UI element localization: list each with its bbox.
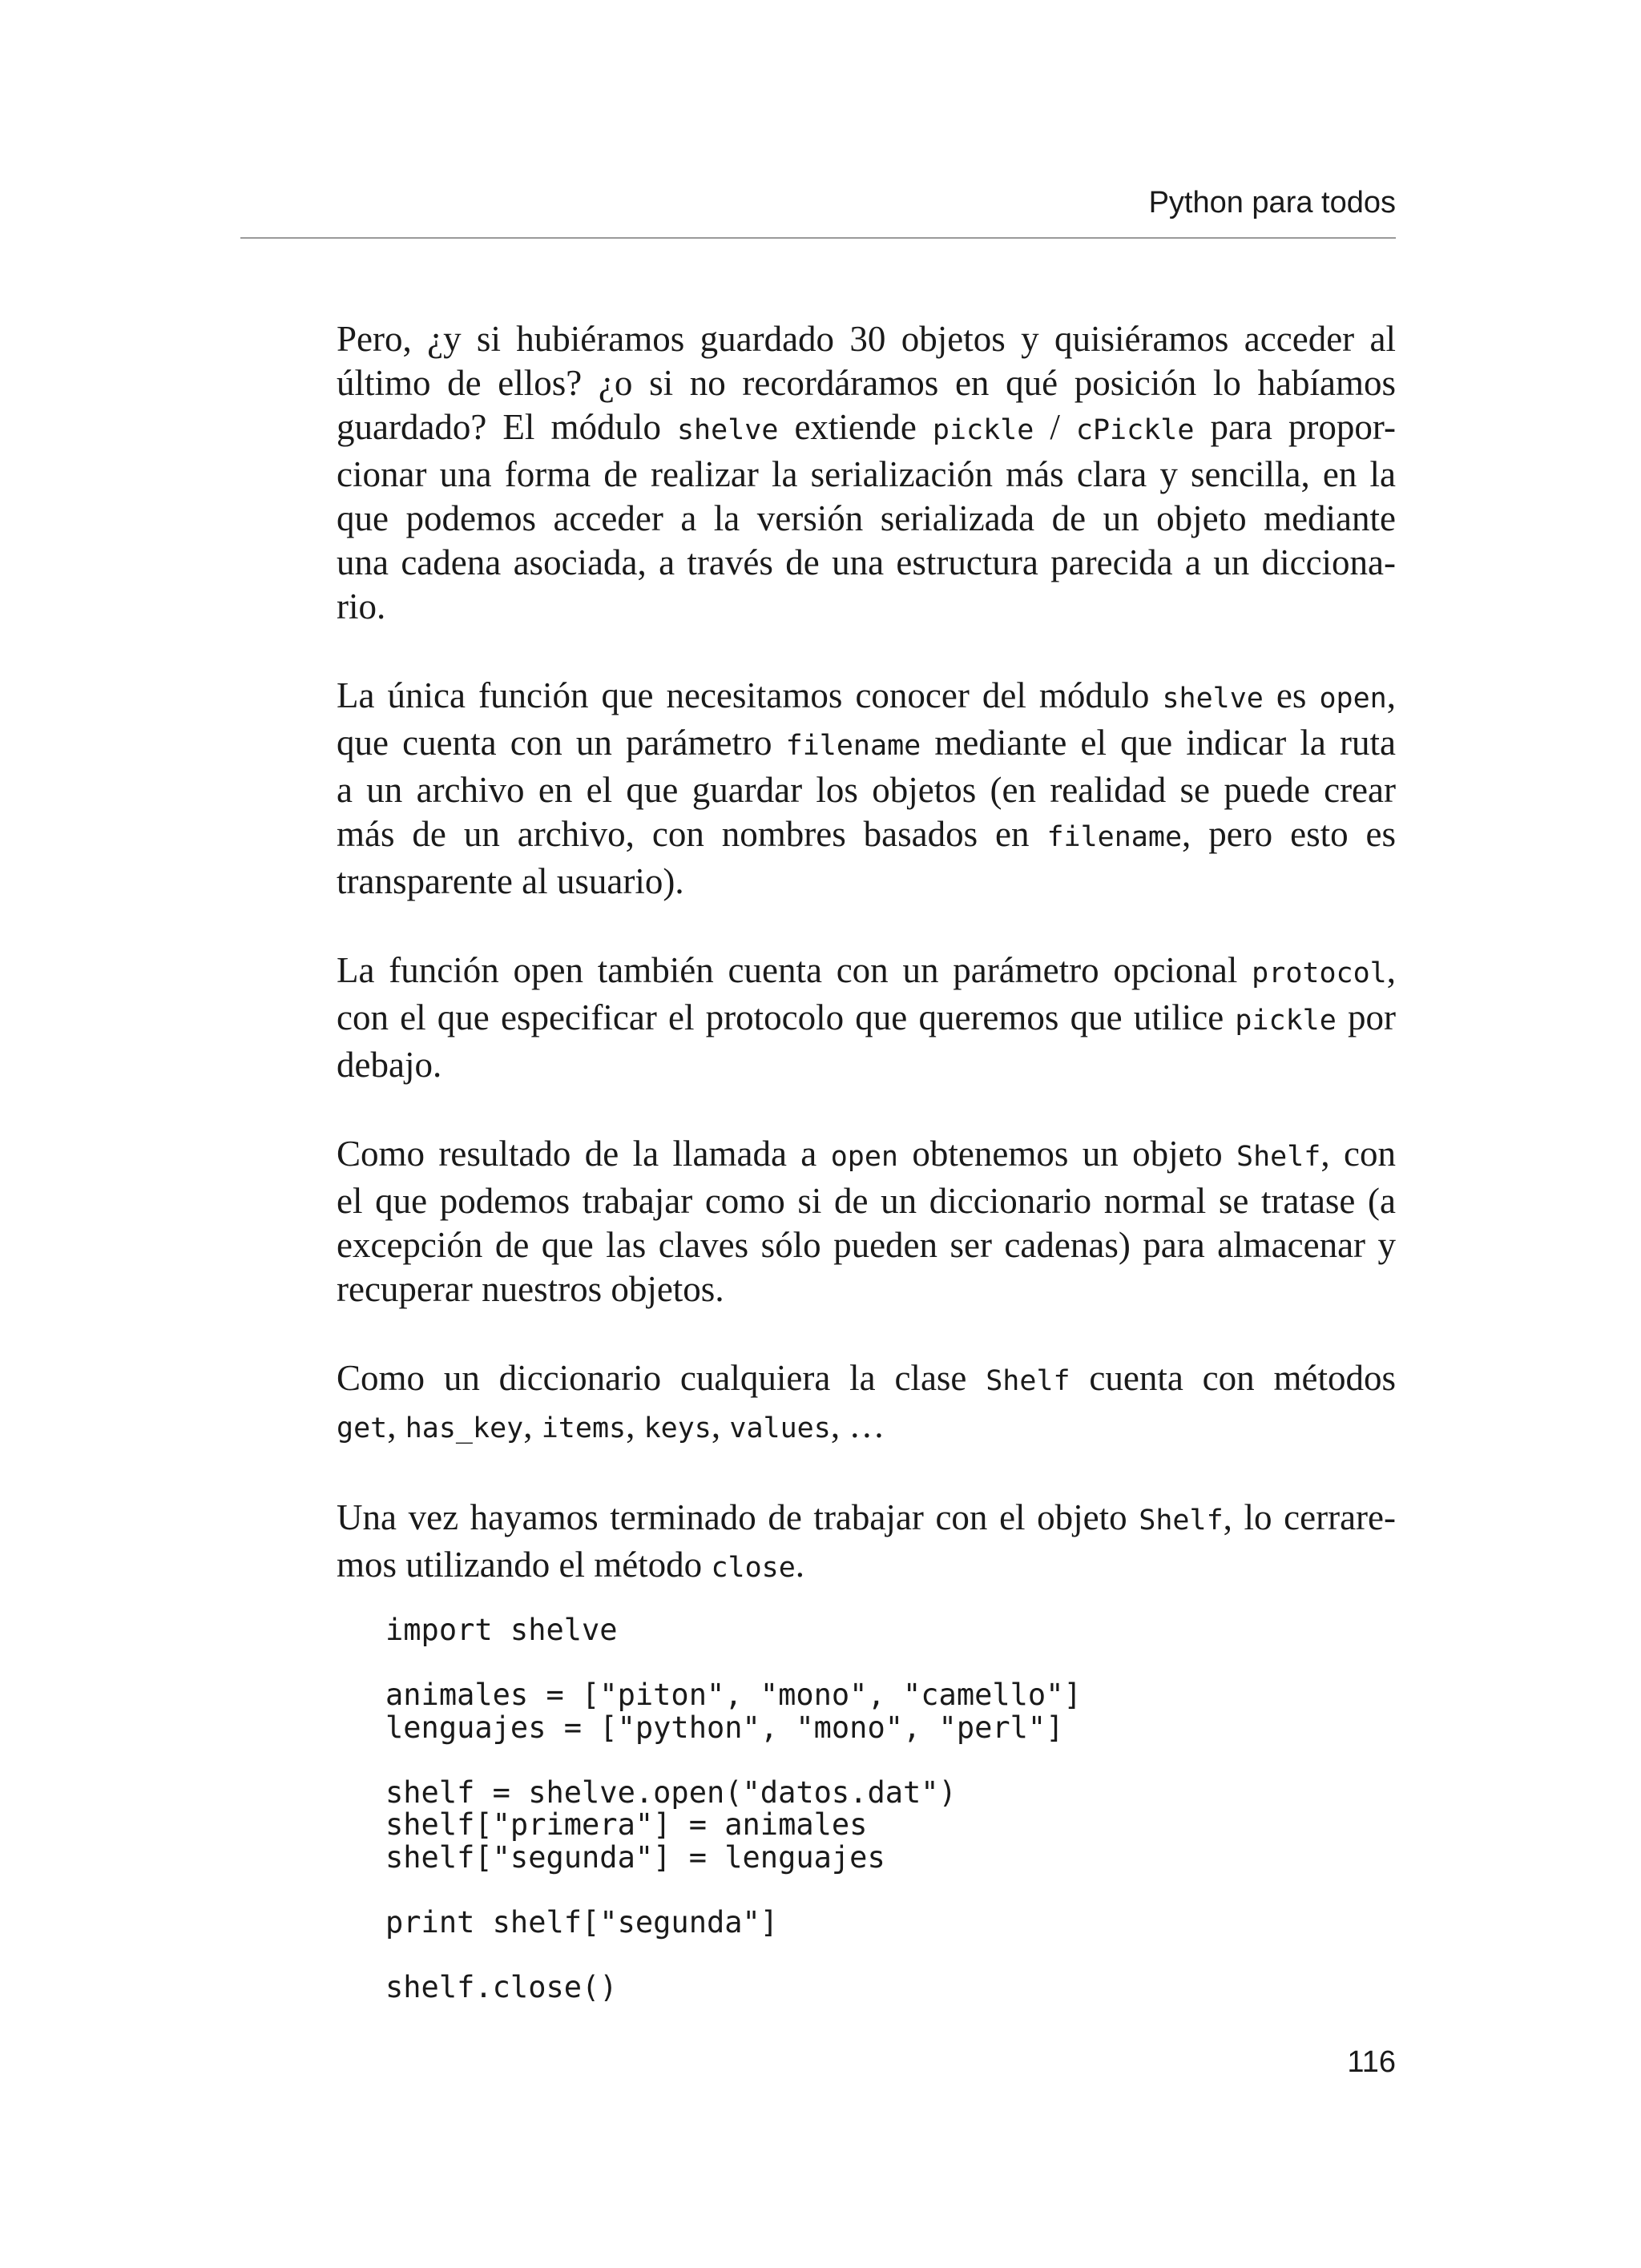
paragraph-line (337, 768, 1396, 812)
inline-code: items (541, 1412, 627, 1444)
inline-code: pickle (932, 414, 1034, 446)
text-run: por (1336, 997, 1396, 1037)
code-line: lenguajes = ["python", "mono", "perl"] (385, 1710, 1064, 1745)
text-run: La única función que necesitamos conocer del módulo (337, 675, 1163, 715)
code-line: import shelve (385, 1613, 618, 1647)
text-run: , (711, 1405, 730, 1445)
text-run: cionar una forma de realizar la serialización más clara y sencilla, en la (337, 454, 1396, 494)
paragraph-line (337, 1043, 1396, 1087)
paragraph-2 (337, 674, 1396, 904)
text-run: , con (1320, 1134, 1396, 1174)
paragraph-line (337, 361, 1396, 405)
paragraph-line (337, 674, 1396, 721)
code-line (385, 1647, 1082, 1680)
text-run: , … (830, 1405, 885, 1445)
text-run: , (523, 1405, 542, 1445)
text-run: Como un diccionario cualquiera la clase (337, 1358, 986, 1398)
paragraph-line (337, 860, 1396, 904)
code-line (385, 1744, 1082, 1777)
paragraph-line (337, 585, 1396, 629)
text-run: excepción de que las claves sólo pueden ser cadenas) para almacenar y (337, 1225, 1396, 1265)
paragraph-line (337, 1404, 1396, 1451)
text-run: el que podemos trabajar como si de un diccionario normal se tratase (a (337, 1181, 1396, 1221)
text-run: con el que especificar el protocolo que queremos que utilice (337, 997, 1236, 1037)
text-run: La función open también cuenta con un parámetro opcional (337, 950, 1252, 990)
code-line: shelf["segunda"] = lenguajes (385, 1839, 885, 1875)
code-line: animales = ["piton", "mono", "camello"] (385, 1678, 1082, 1712)
inline-code: get (337, 1412, 388, 1444)
inline-code: filename (1046, 821, 1183, 853)
text-run: debajo. (337, 1045, 442, 1085)
paragraph-line (337, 1543, 1396, 1590)
text-run: extiende (778, 407, 933, 447)
text-run: . (795, 1545, 805, 1585)
inline-code: pickle (1235, 1005, 1337, 1037)
text-run: mediante el que indicar la ruta (921, 723, 1397, 763)
paragraph-line (337, 541, 1396, 585)
inline-code: has_key (405, 1412, 524, 1444)
inline-code: filename (785, 730, 921, 762)
paragraph-line (337, 317, 1396, 361)
paragraph-line (337, 1179, 1396, 1223)
text-run: es (1263, 675, 1320, 715)
text-run: , (1386, 950, 1396, 990)
paragraph-line (337, 497, 1396, 541)
text-run: último de ellos? ¿o si no recordáramos en qué posición lo habíamos (337, 363, 1396, 403)
code-line: shelf = shelve.open("datos.dat") (385, 1775, 957, 1810)
inline-code: cPickle (1075, 414, 1195, 446)
text-run: guardado? El módulo (337, 407, 677, 447)
inline-code: open (830, 1141, 898, 1173)
paragraph-line (337, 1356, 1396, 1404)
text-run: Pero, ¿y si hubiéramos guardado 30 objetos y quisiéramos acceder al (337, 319, 1396, 359)
paragraph-line (337, 812, 1396, 860)
text-run: , lo cerrare- (1223, 1497, 1396, 1537)
paragraph-line (337, 1132, 1396, 1179)
text-run: , (387, 1405, 405, 1445)
inline-code: Shelf (986, 1365, 1070, 1397)
paragraph-line (337, 996, 1396, 1043)
code-block (385, 1614, 1082, 2004)
text-run: para propor- (1194, 407, 1396, 447)
text-run: cuenta con métodos (1070, 1358, 1396, 1398)
paragraph-line (337, 453, 1396, 497)
text-run: recuperar nuestros objetos. (337, 1269, 724, 1309)
paragraph-line (337, 721, 1396, 768)
paragraph-line (337, 1223, 1396, 1267)
inline-code: protocol (1252, 957, 1387, 989)
code-line (385, 1874, 1082, 1907)
text-run: a un archivo en el que guardar los objetos (en realidad se puede crear (337, 770, 1396, 810)
text-run: una cadena asociada, a través de una estructura parecida a un dicciona- (337, 542, 1396, 582)
header-rule (240, 237, 1396, 239)
text-run: , (1386, 675, 1396, 715)
text-run: transparente al usuario). (337, 861, 684, 901)
inline-code: shelve (1162, 683, 1264, 715)
paragraph-4 (337, 1132, 1396, 1311)
inline-code: close (711, 1552, 796, 1584)
text-run: que podemos acceder a la versión serializada de un objeto mediante (337, 498, 1396, 538)
paragraph-line (337, 949, 1396, 996)
code-line: print shelf["segunda"] (385, 1904, 779, 1940)
paragraph-line (337, 1496, 1396, 1543)
paragraph-line (337, 405, 1396, 453)
inline-code: keys (643, 1412, 712, 1444)
text-run: / (1034, 407, 1076, 447)
paragraph-5 (337, 1356, 1396, 1451)
text-run: obtenemos un objeto (897, 1134, 1236, 1174)
paragraph-6 (337, 1496, 1396, 1590)
code-line (385, 1939, 1082, 1972)
text-run: Como resultado de la llamada a (337, 1134, 831, 1174)
inline-code: Shelf (1139, 1505, 1224, 1537)
text-run: mos utilizando el método (337, 1545, 712, 1585)
paragraph-line (337, 1267, 1396, 1311)
inline-code: Shelf (1236, 1141, 1321, 1173)
code-line: shelf.close() (385, 1969, 618, 2004)
text-run: , pero esto es (1182, 814, 1396, 854)
text-run: que cuenta con un parámetro (337, 723, 786, 763)
inline-code: open (1319, 683, 1387, 715)
text-run: más de un archivo, con nombres basados en (337, 814, 1047, 854)
inline-code: shelve (676, 414, 779, 446)
page-number: 116 (1347, 2045, 1396, 2079)
paragraph-1 (337, 317, 1396, 629)
text-run: Una vez hayamos terminado de trabajar con el objeto (337, 1497, 1139, 1537)
text-run: , (626, 1405, 644, 1445)
paragraph-3 (337, 949, 1396, 1087)
body-text (337, 317, 1396, 1635)
text-run: rio. (337, 586, 386, 626)
inline-code: values (729, 1412, 831, 1444)
code-line: shelf["primera"] = animales (385, 1807, 868, 1842)
running-head: Python para todos (1148, 186, 1396, 220)
